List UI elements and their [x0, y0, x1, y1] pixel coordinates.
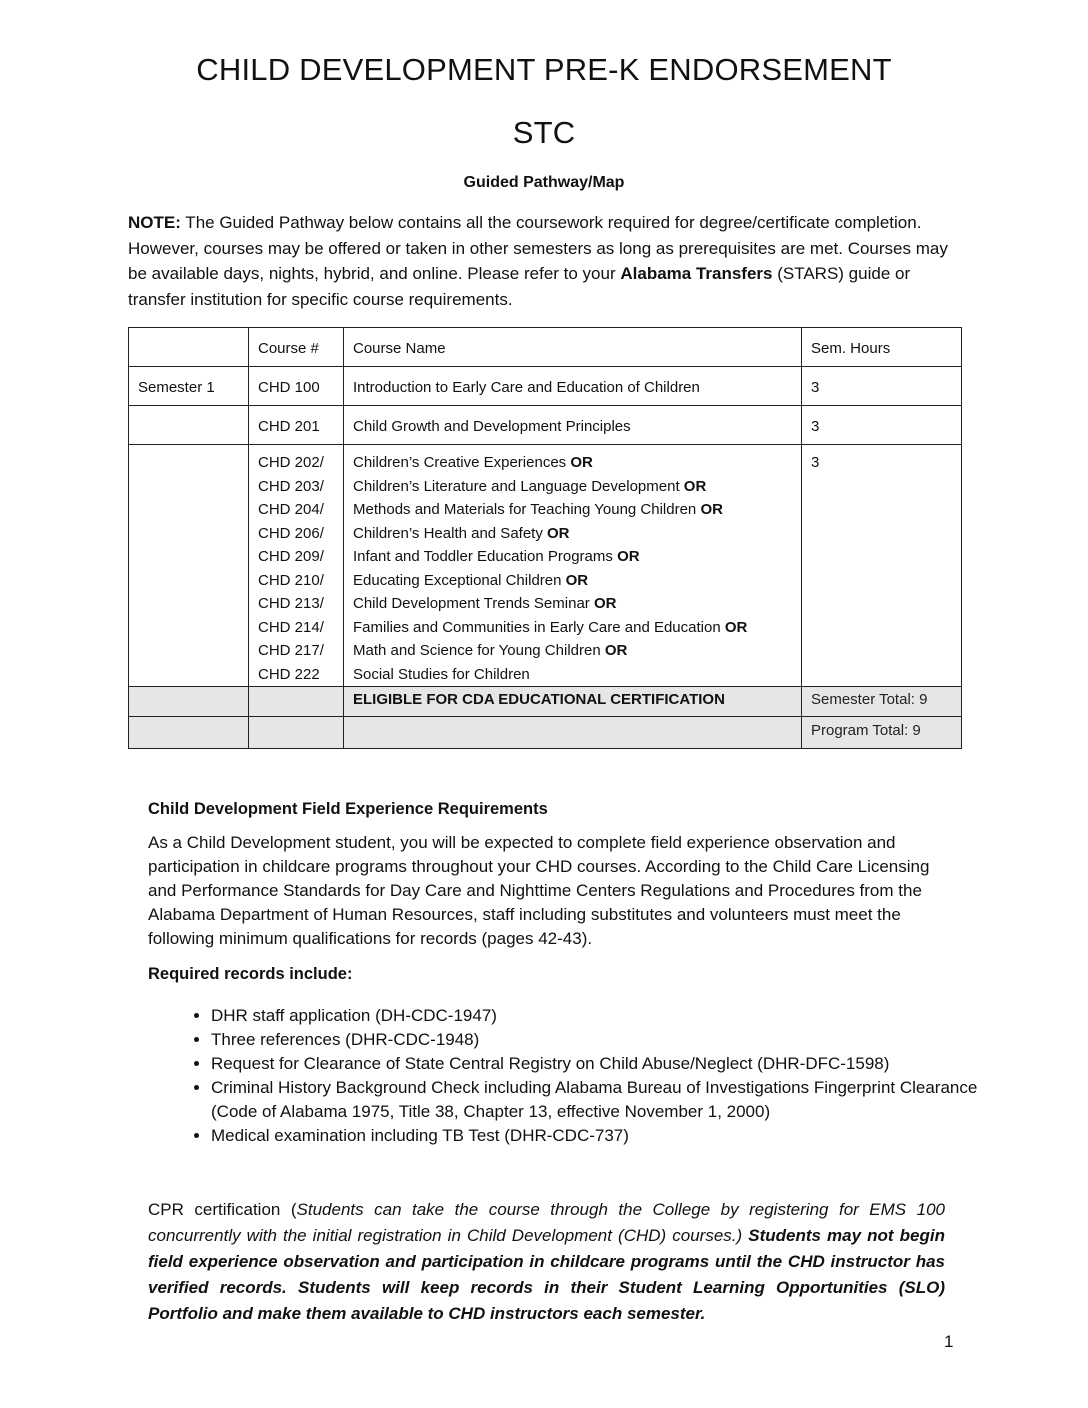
program-total-row: [129, 717, 962, 749]
table-header-row: [129, 328, 962, 367]
or-keyword: OR: [724, 618, 748, 636]
course-number: CHD 210/: [258, 571, 324, 589]
program-total: Program Total: 9: [802, 717, 962, 749]
course-name: [353, 616, 792, 640]
cpr-lead: CPR certification (: [148, 1200, 297, 1219]
course-hours: 3: [802, 367, 962, 406]
header-cell-sem-hours: Sem. Hours: [802, 328, 962, 367]
table-row: [129, 367, 962, 406]
empty-cell: [129, 687, 249, 717]
course-number: CHD 203/: [258, 477, 324, 495]
course-number: CHD 204/: [258, 501, 324, 518]
course-number: CHD 213/: [258, 595, 324, 612]
document-subtitle: Guided Pathway/Map: [463, 174, 625, 191]
course-name: [353, 498, 792, 522]
empty-cell: [249, 717, 344, 749]
course-name-text: Children’s Health and Safety: [353, 524, 548, 542]
college-abbreviation: STC: [512, 115, 576, 150]
course-name-text: Methods and Materials for Teaching Young Children: [353, 501, 701, 518]
course-name: [353, 522, 792, 546]
or-keyword: OR: [565, 571, 589, 589]
course-name-text: Social Studies for Children: [353, 665, 530, 683]
course-name: [353, 592, 792, 616]
course-number: CHD 209/: [258, 548, 324, 565]
list-item: • Request for Clearance of State Central Registry on Child Abuse/Neglect (DHR-DFC-1598): [211, 1052, 981, 1076]
cpr-bold-requirement: Students may not begin field experience observation and participation in childcare programs until the CHD instructor has verified records. Students will keep records in their Student Learning Opportunities (SLO) Portfolio and make them available to CHD instructors each semester.: [148, 1226, 945, 1323]
header-cell-course-number: Course #: [249, 328, 344, 367]
course-pathway-table: [128, 327, 962, 749]
table-row: [129, 406, 962, 445]
course-name-text: Math and Science for Young Children: [353, 642, 605, 659]
header-cell-semester: [129, 328, 249, 367]
cpr-italic-note: Students can take the course through the College by registering for EMS 100 concurrently with the initial registration in Child Development (CHD) courses.): [148, 1200, 945, 1245]
course-name: [353, 475, 792, 499]
note-paragraph: [128, 210, 963, 312]
field-experience-paragraph: As a Child Development student, you will be expected to complete field experience observation and participation in childcare programs throughout your CHD courses. According to the Child Care Licensing and Performance Standards for Day Care and Nighttime Centers Regulations and Procedures from the Alabama Department of Human Resources, staff including substitutes and volunteers must meet the following minimum qualifications for records (pages 42-43).: [148, 833, 930, 948]
page-number: 1: [944, 1332, 954, 1351]
required-records-heading: Required records include:: [148, 965, 353, 983]
or-keyword: OR: [593, 595, 617, 612]
document-title: CHILD DEVELOPMENT PRE-K ENDORSEMENT: [196, 52, 892, 87]
course-name-text: Children’s Literature and Language Development: [353, 477, 684, 495]
course-name: [353, 451, 792, 475]
or-keyword: OR: [683, 477, 707, 495]
course-number: CHD 222: [258, 665, 320, 683]
course-number: CHD 100: [249, 367, 344, 406]
required-records-list: [163, 1004, 981, 1148]
field-experience-heading: Child Development Field Experience Requirements: [148, 800, 548, 818]
or-keyword: OR: [617, 548, 640, 565]
or-keyword: OR: [547, 524, 570, 542]
course-number: CHD 214/: [258, 618, 324, 636]
empty-cell: [129, 717, 249, 749]
course-name: Child Growth and Development Principles: [344, 406, 802, 445]
course-name: Introduction to Early Care and Education of Children: [344, 367, 802, 406]
semester-total: Semester Total: 9: [802, 687, 962, 717]
or-keyword: OR: [700, 501, 723, 518]
course-number: CHD 206/: [258, 524, 324, 542]
course-number: CHD 217/: [258, 642, 324, 659]
course-number: CHD 201: [249, 406, 344, 445]
course-hours: 3: [802, 445, 962, 687]
cpr-paragraph: [148, 1197, 945, 1327]
note-text-1: The Guided Pathway below contains all the coursework required for degree/certificate completion. However, courses may be offered or taken in other semesters as long as prerequisites are met. Courses may be available days, nights, hybrid, and online. Please refer to your: [128, 213, 948, 283]
list-item: • Criminal History Background Check including Alabama Bureau of Investigations Fingerprint Clearance (Code of Alabama 1975, Title 38, Chapter 13, effective November 1, 2000): [211, 1076, 981, 1124]
list-item: • Medical examination including TB Test (DHR-CDC-737): [211, 1124, 981, 1148]
course-hours: 3: [802, 406, 962, 445]
course-name: [353, 639, 792, 663]
course-number: CHD 202/: [258, 454, 324, 471]
empty-cell: [249, 687, 344, 717]
semester-label: [129, 445, 249, 687]
note-text-2: (STARS) guide or transfer institution for specific course requirements.: [128, 264, 911, 309]
note-label: NOTE:: [128, 213, 181, 232]
course-name: [353, 569, 792, 593]
semester-label: [129, 406, 249, 445]
elective-course-numbers: [249, 445, 344, 687]
course-name-text: Children’s Creative Experiences: [353, 454, 571, 471]
or-keyword: OR: [570, 454, 593, 471]
header-cell-course-name: Course Name: [344, 328, 802, 367]
empty-cell: [344, 717, 802, 749]
course-name-text: Child Development Trends Seminar: [353, 595, 594, 612]
list-item: • Three references (DHR-CDC-1948): [211, 1028, 981, 1052]
elective-group-row: [129, 445, 962, 687]
course-name: [353, 663, 792, 687]
list-item: • DHR staff application (DH-CDC-1947): [211, 1004, 981, 1028]
or-keyword: OR: [604, 642, 628, 659]
alabama-transfers-reference: Alabama Transfers: [620, 264, 773, 283]
semester-label: Semester 1: [129, 367, 249, 406]
course-name-text: Educating Exceptional Children: [353, 571, 566, 589]
course-name-text: Infant and Toddler Education Programs: [353, 548, 618, 565]
elective-course-names: [344, 445, 802, 687]
semester-total-row: [129, 687, 962, 717]
cda-eligibility-label: ELIGIBLE FOR CDA EDUCATIONAL CERTIFICATION: [344, 687, 802, 717]
course-name: [353, 545, 792, 569]
course-name-text: Families and Communities in Early Care and Education: [353, 618, 725, 636]
